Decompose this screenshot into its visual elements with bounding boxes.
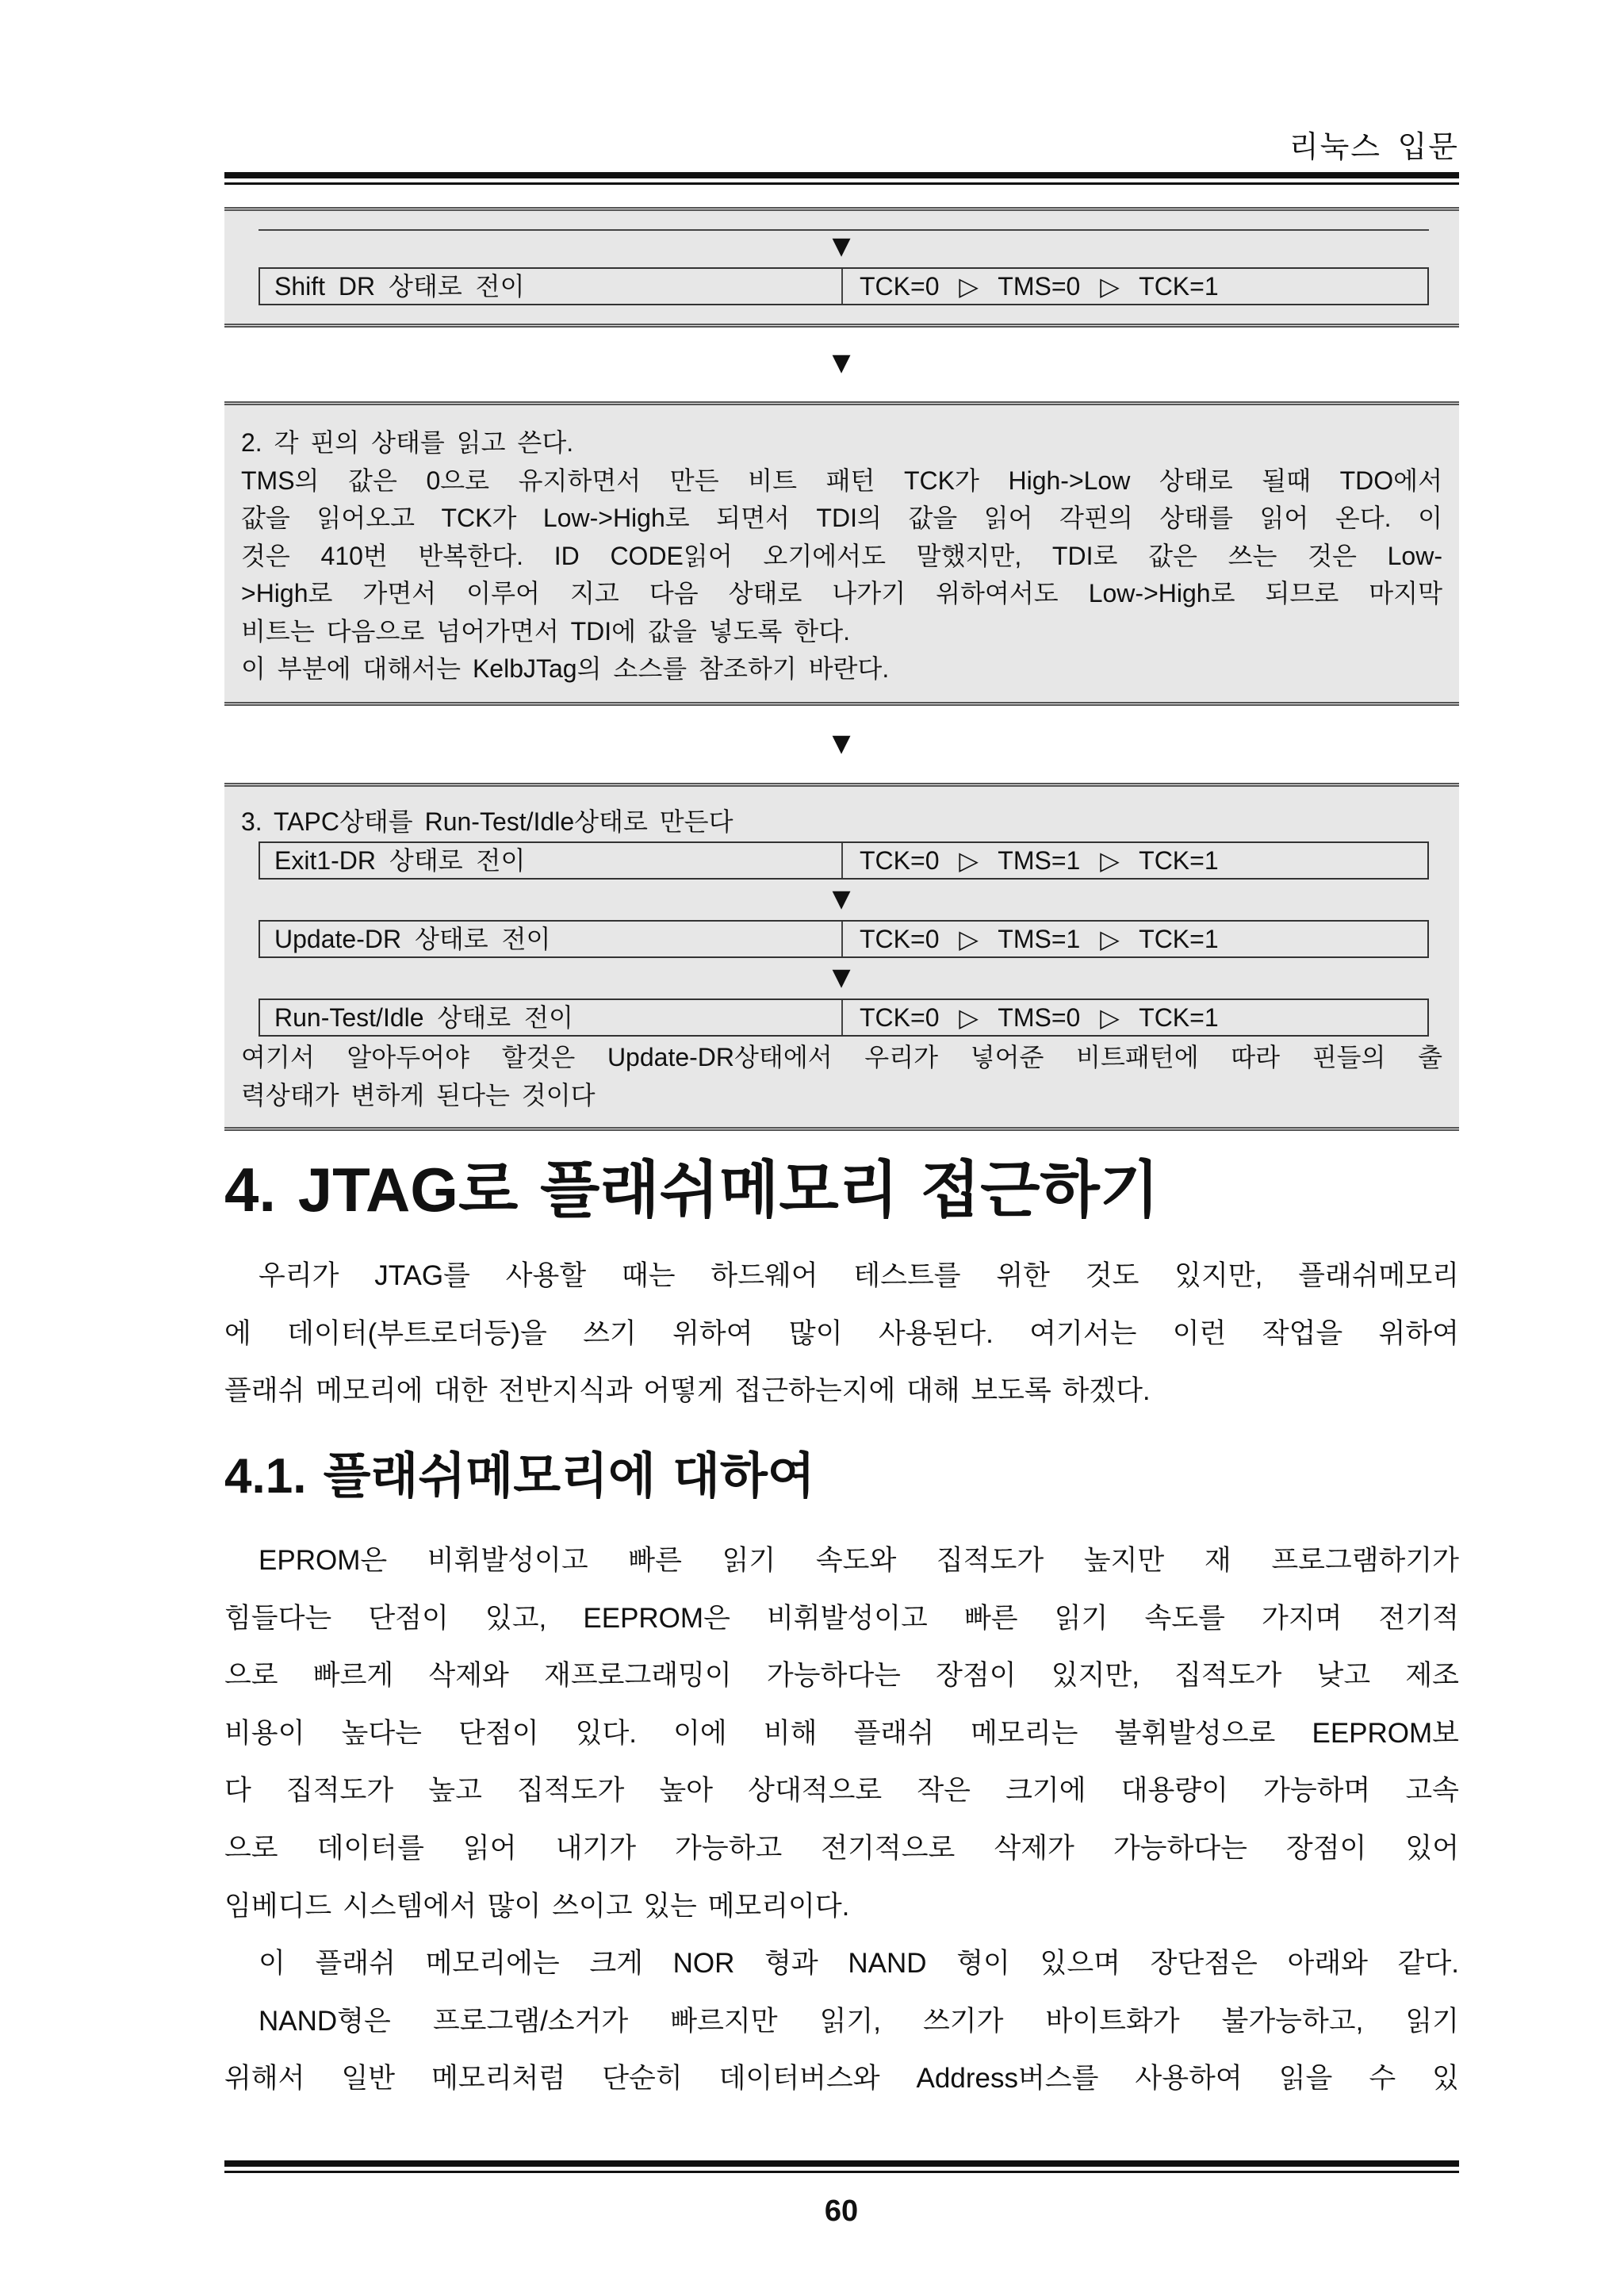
state-transition-row — [259, 920, 1429, 958]
signal-sequence: TCK=0 ▷ TMS=1 ▷ TCK=1 — [860, 846, 1219, 875]
state-transition-row — [259, 267, 1429, 305]
box-title — [241, 803, 1442, 841]
state-label: Exit1-DR 상태로 전이 — [260, 843, 843, 878]
box-note — [241, 1039, 1442, 1114]
footer-rule-thin — [224, 2171, 1459, 2173]
footer-rule-thick — [224, 2160, 1459, 2167]
text-line: 다 집적도가 높고 집적도가 높아 상대적으로 작은 크기에 대용량이 가능하며 고속 — [224, 1775, 1459, 1807]
paragraph — [224, 1532, 1459, 1935]
text-line: 우리가 JTAG를 사용할 때는 하드웨어 테스트를 위한 것도 있지만, 플래쉬메모리 — [259, 1260, 1459, 1291]
page-number: 60 — [824, 2194, 859, 2228]
text-line: 것은 410번 반복한다. ID CODE읽어 오기에서도 말했지만, TDI로 값은 쓰는 것은 Low- — [241, 541, 1442, 570]
state-label: Run-Test/Idle 상태로 전이 — [260, 1000, 843, 1035]
down-arrow-icon: ▼ — [832, 349, 851, 377]
box-text — [241, 424, 1442, 688]
header-rule-thin — [224, 182, 1459, 185]
signal-sequence: TCK=0 ▷ TMS=0 ▷ TCK=1 — [860, 1003, 1219, 1032]
down-arrow-icon: ▼ — [832, 885, 851, 913]
text-line: 위해서 일반 메모리처럼 단순히 데이터버스와 Address버스를 사용하여 읽을 수 있 — [224, 2063, 1459, 2095]
text-line: 력상태가 변하게 된다는 것이다 — [241, 1080, 596, 1110]
subsection-heading: 4.1. 플래쉬메모리에 대하여 — [224, 1449, 815, 1504]
state-transition-row — [259, 841, 1429, 880]
text-line: 에 데이터(부트로더등)을 쓰기 위하여 많이 사용된다. 여기서는 이런 작업을 위하여 — [224, 1317, 1459, 1349]
flow-box-shift-dr — [224, 207, 1459, 328]
subsection-body — [224, 1532, 1459, 2108]
text-line: NAND형은 프로그램/소거가 빠르지만 읽기, 쓰기가 바이트화가 불가능하고, 읽기 — [259, 2005, 1459, 2037]
down-arrow-icon: ▼ — [832, 232, 851, 260]
text-line: 이 플래쉬 메모리에는 크게 NOR 형과 NAND 형이 있으며 장단점은 아래와 같다. — [259, 1948, 1459, 1980]
text-line: 3. TAPC상태를 Run-Test/Idle상태로 만든다 — [241, 807, 733, 836]
text-line: 힘들다는 단점이 있고, EEPROM은 비휘발성이고 빠른 읽기 속도를 가지며 전기적 — [224, 1602, 1459, 1634]
header-rule-thick — [224, 172, 1459, 178]
flow-box-run-test-idle — [224, 783, 1459, 1131]
paragraph — [224, 1248, 1459, 1420]
state-label: Shift DR 상태로 전이 — [260, 269, 843, 304]
state-label: Update-DR 상태로 전이 — [260, 922, 843, 956]
text-line: >High로 가면서 이루어 지고 다음 상태로 나가기 위하여서도 Low->High로 되므로 마지막 — [241, 579, 1442, 608]
signal-sequence: TCK=0 ▷ TMS=0 ▷ TCK=1 — [860, 272, 1219, 301]
down-arrow-icon: ▼ — [832, 730, 851, 757]
flow-box-read-write-pins — [224, 401, 1459, 706]
state-transition-row — [259, 999, 1429, 1037]
down-arrow-icon: ▼ — [832, 964, 851, 991]
section-heading: 4. JTAG로 플래쉬메모리 접근하기 — [224, 1155, 1160, 1225]
paragraph — [224, 1993, 1459, 2108]
text-line: 으로 빠르게 삭제와 재프로그래밍이 가능하다는 장점이 있지만, 집적도가 낮고 제조 — [224, 1660, 1459, 1692]
text-line: EPROM은 비휘발성이고 빠른 읽기 속도와 집적도가 높지만 재 프로그램하기가 — [259, 1545, 1459, 1576]
text-line: 플래쉬 메모리에 대한 전반지식과 어떻게 접근하는지에 대해 보도록 하겠다. — [224, 1375, 1151, 1407]
signal-sequence: TCK=0 ▷ TMS=1 ▷ TCK=1 — [860, 925, 1219, 953]
running-header-title: 리눅스 입문 — [1289, 131, 1459, 164]
text-line: 비용이 높다는 단점이 있다. 이에 비해 플래쉬 메모리는 불휘발성으로 EEPROM보 — [224, 1717, 1459, 1749]
paragraph — [224, 1935, 1459, 1993]
text-line: 으로 데이터를 읽어 내기가 가능하고 전기적으로 삭제가 가능하다는 장점이 있어 — [224, 1832, 1459, 1864]
text-line: 2. 각 핀의 상태를 읽고 쓴다. — [241, 428, 574, 457]
separator-line — [259, 229, 1429, 231]
text-line: 이 부분에 대해서는 KelbJTag의 소스를 참조하기 바란다. — [241, 654, 890, 683]
text-line: 여기서 알아두어야 할것은 Update-DR상태에서 우리가 넣어준 비트패턴에 따라 핀들의 출 — [241, 1043, 1442, 1071]
text-line: 값을 읽어오고 TCK가 Low->High로 되면서 TDI의 값을 읽어 각핀의 상태를 읽어 온다. 이 — [241, 504, 1442, 532]
text-line: 임베디드 시스템에서 많이 쓰이고 있는 메모리이다. — [224, 1890, 850, 1922]
text-line: 비트는 다음으로 넘어가면서 TDI에 값을 넣도록 한다. — [241, 616, 851, 646]
text-line: TMS의 값은 0으로 유지하면서 만든 비트 패턴 TCK가 High->Low 상태로 될때 TDO에서 — [241, 466, 1442, 495]
